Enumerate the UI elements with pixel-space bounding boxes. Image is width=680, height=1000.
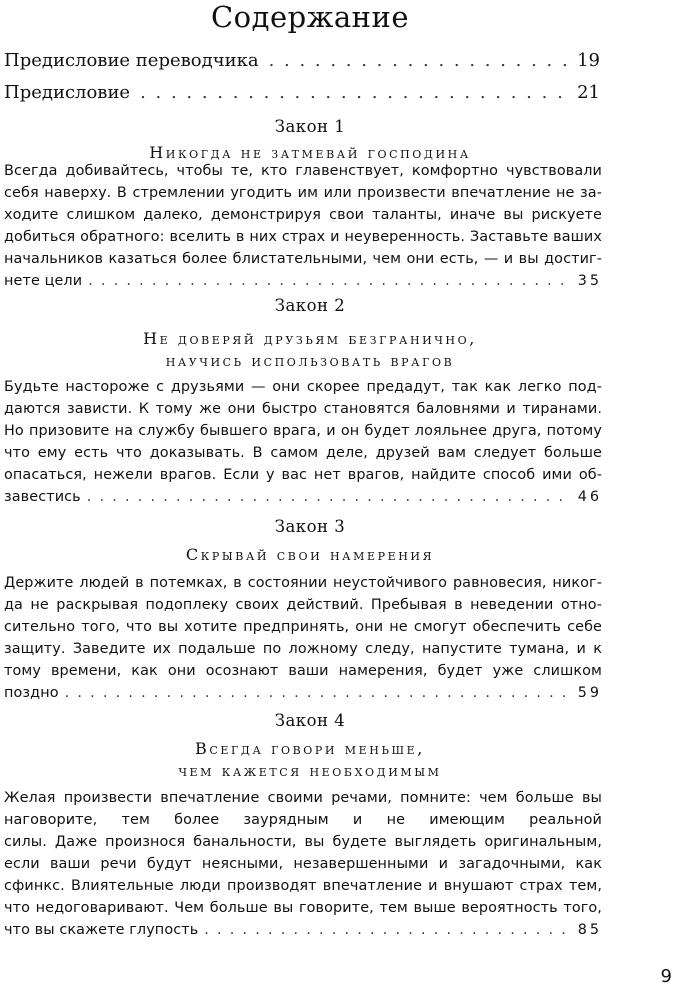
desc-tail: что вы скажете глупость bbox=[4, 922, 199, 938]
desc-tail: поздно bbox=[4, 685, 59, 701]
desc-line: что недоговаривают. Чем больше вы говорите, тем выше вероятность того, bbox=[4, 900, 602, 916]
law-3-description bbox=[4, 572, 602, 704]
law-title-line: Всегда говори меньше, bbox=[195, 739, 425, 758]
desc-line: Но призовите на службу бывшего врага, и он будет лояльнее друга, потому bbox=[4, 423, 602, 439]
law-2-title[interactable] bbox=[0, 328, 620, 372]
dot-leader bbox=[65, 682, 572, 704]
desc-line: сительно того, что вы хотите предпринять, они не смогут обеспечить себе bbox=[4, 619, 602, 635]
desc-last-line[interactable] bbox=[4, 682, 602, 704]
desc-line: ходите слишком далеко, демонстрируя свои таланты, иначе вы рискуете bbox=[4, 207, 602, 223]
desc-line: начальников казаться более блистательными, чем они есть, — и вы достиг- bbox=[4, 251, 602, 267]
page-title: Содержание bbox=[210, 0, 410, 34]
desc-line: Будьте настороже с друзьями — они скорее предадут, так как легко под- bbox=[4, 379, 602, 395]
desc-line: сфинкс. Влиятельные люди производят впечатление и внушают страх тем, bbox=[4, 878, 602, 894]
toc-entry-translator-preface[interactable] bbox=[4, 50, 600, 71]
desc-line: что ему есть что доказывать. В самом деле, друзей вам следует больше bbox=[4, 445, 602, 461]
entry-page: 21 bbox=[577, 82, 600, 103]
law-1-description bbox=[4, 160, 602, 292]
law-title-line: Никогда не затмевай господина bbox=[149, 143, 471, 162]
law-3-title[interactable] bbox=[0, 544, 620, 566]
desc-line: Держите людей в потемках, в состоянии неустойчивого равновесия, никог- bbox=[4, 575, 602, 591]
desc-line: силы. Даже произнося банальности, вы будете выглядеть оригинальным, bbox=[4, 834, 602, 850]
entry-page: 19 bbox=[577, 50, 600, 71]
desc-line: Всегда добивайтесь, чтобы те, кто главенствует, комфортно чувствовали bbox=[4, 163, 602, 179]
law-4-label: Закон 4 bbox=[274, 711, 346, 730]
desc-line: если ваши речи будут неясными, незавершенными и загадочными, как bbox=[4, 856, 602, 872]
toc-entry-preface[interactable] bbox=[4, 82, 600, 103]
entry-page: 46 bbox=[577, 489, 602, 505]
entry-label: Предисловие bbox=[4, 82, 131, 103]
law-4-title[interactable] bbox=[0, 738, 620, 782]
desc-line: опасаться, нежели врагов. Если у вас нет врагов, найдите способ ими об- bbox=[4, 467, 602, 483]
law-title-line: Скрывай свои намерения bbox=[185, 545, 435, 564]
dot-leader bbox=[87, 486, 572, 508]
desc-line: тому времени, как они осознают ваши намерения, будет уже слишком bbox=[4, 663, 602, 679]
desc-line: наговорите, тем более заурядным и не имеющим реальной bbox=[4, 812, 602, 828]
dot-leader bbox=[204, 919, 571, 941]
desc-line: даются зависти. К тому же они быстро становятся баловнями и тиранами. bbox=[4, 401, 602, 417]
entry-label: Предисловие переводчика bbox=[4, 50, 259, 71]
desc-tail: завестись bbox=[4, 489, 81, 505]
law-4-description bbox=[4, 787, 602, 941]
desc-last-line[interactable] bbox=[4, 919, 602, 941]
entry-page: 59 bbox=[577, 685, 602, 701]
desc-last-line[interactable] bbox=[4, 486, 602, 508]
desc-tail: нете цели bbox=[4, 273, 83, 289]
desc-last-line[interactable] bbox=[4, 270, 602, 292]
law-title-line: научись использовать врагов bbox=[165, 351, 455, 370]
desc-line: себя наверху. В стремлении угодить им или произвести впечатление не за- bbox=[4, 185, 602, 201]
desc-line: защиту. Заведите их подальше по ложному следу, напустите тумана, и к bbox=[4, 641, 602, 657]
page-number: 9 bbox=[660, 966, 672, 987]
desc-line: да не раскрывая подоплеку своих действий. Пребывая в неведении отно- bbox=[4, 597, 602, 613]
dot-leader bbox=[140, 82, 571, 103]
law-2-label: Закон 2 bbox=[274, 296, 346, 315]
law-1-label: Закон 1 bbox=[274, 117, 346, 136]
desc-line: Желая произвести впечатление своими речами, помните: чем больше вы bbox=[4, 790, 602, 806]
dot-leader bbox=[269, 50, 572, 71]
dot-leader bbox=[88, 270, 572, 292]
law-title-line: Не доверяй друзьям безгранично, bbox=[143, 329, 477, 348]
law-2-description bbox=[4, 376, 602, 508]
law-3-label: Закон 3 bbox=[274, 517, 346, 536]
entry-page: 35 bbox=[577, 273, 602, 289]
desc-line: добиться обратного: вселить в них страх и неуверенность. Заставьте ваших bbox=[4, 229, 602, 245]
law-title-line: чем кажется необходимым bbox=[178, 761, 442, 780]
entry-page: 85 bbox=[577, 922, 602, 938]
